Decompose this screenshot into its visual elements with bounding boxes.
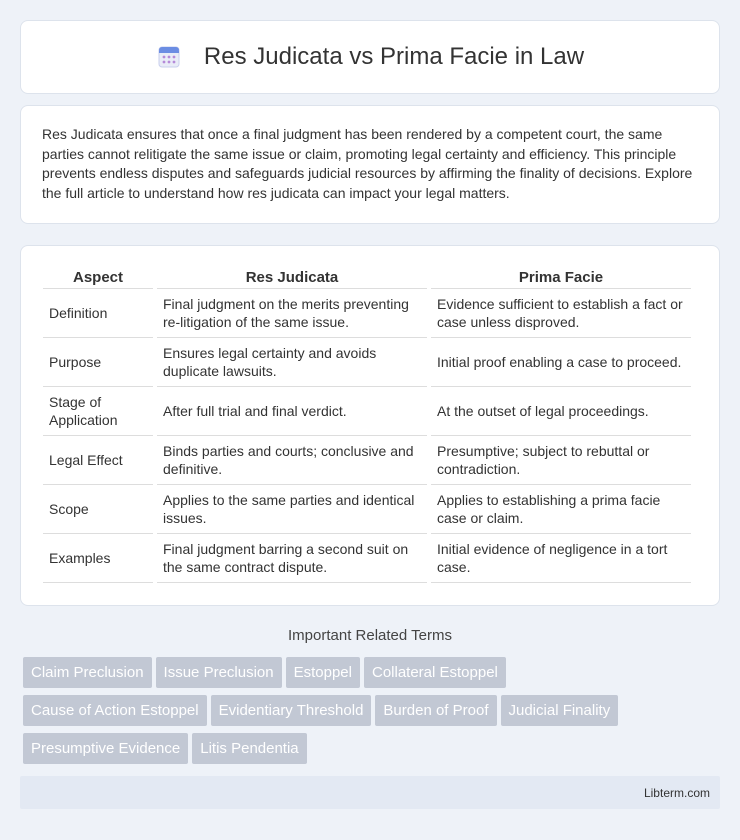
related-term-tag[interactable]: Issue Preclusion	[156, 657, 282, 688]
related-term-tag[interactable]: Judicial Finality	[501, 695, 619, 726]
comparison-table-card	[20, 245, 720, 606]
aspect-cell: Stage of Application	[43, 387, 153, 436]
prima-facie-cell: Evidence sufficient to establish a fact or case unless disproved.	[431, 289, 691, 338]
related-term-tag[interactable]: Claim Preclusion	[23, 657, 152, 688]
related-term-tag[interactable]: Cause of Action Estoppel	[23, 695, 207, 726]
prima-facie-cell: Applies to establishing a prima facie case or claim.	[431, 485, 691, 534]
aspect-cell: Definition	[43, 289, 153, 338]
res-judicata-cell: Ensures legal certainty and avoids duplicate lawsuits.	[157, 338, 427, 387]
intro-card	[20, 105, 720, 224]
aspect-cell: Legal Effect	[43, 436, 153, 485]
related-term-tag[interactable]: Collateral Estoppel	[364, 657, 506, 688]
table-row	[43, 485, 691, 534]
related-term-tag[interactable]: Burden of Proof	[375, 695, 496, 726]
prima-facie-cell: Initial proof enabling a case to proceed.	[431, 338, 691, 387]
calendar-icon	[156, 44, 182, 70]
table-row	[43, 338, 691, 387]
res-judicata-cell: Final judgment barring a second suit on the same contract dispute.	[157, 534, 427, 583]
prima-facie-cell: Presumptive; subject to rebuttal or contradiction.	[431, 436, 691, 485]
related-term-tag[interactable]: Litis Pendentia	[192, 733, 306, 764]
title-card	[20, 20, 720, 94]
aspect-cell: Scope	[43, 485, 153, 534]
related-term-tag[interactable]: Estoppel	[286, 657, 360, 688]
table-row	[43, 436, 691, 485]
prima-facie-cell: Initial evidence of negligence in a tort case.	[431, 534, 691, 583]
page-title: Res Judicata vs Prima Facie in Law	[203, 43, 585, 70]
related-term-tag[interactable]: Presumptive Evidence	[23, 733, 188, 764]
table-header-row	[43, 266, 691, 289]
footer	[20, 776, 720, 809]
table-row	[43, 289, 691, 338]
column-header: Prima Facie	[431, 266, 691, 289]
related-terms-heading: Important Related Terms	[288, 627, 452, 644]
table-row	[43, 387, 691, 436]
res-judicata-cell: After full trial and final verdict.	[157, 387, 427, 436]
related-term-tag[interactable]: Evidentiary Threshold	[211, 695, 372, 726]
footer-site-link[interactable]: Libterm.com	[643, 786, 710, 800]
comparison-table	[39, 266, 695, 583]
related-terms-list	[23, 657, 723, 771]
intro-text: Res Judicata ensures that once a final judgment has been rendered by a competent court, the same parties cannot relitigate the same issue or claim, promoting legal certainty and efficiency. This principle prevents endless disputes and safeguards judicial resources by affirming the finality of decisions. Explore the full article to understand how res judicata can impact your legal matters.	[42, 126, 693, 201]
res-judicata-cell: Binds parties and courts; conclusive and definitive.	[157, 436, 427, 485]
column-header: Res Judicata	[157, 266, 427, 289]
prima-facie-cell: At the outset of legal proceedings.	[431, 387, 691, 436]
aspect-cell: Purpose	[43, 338, 153, 387]
column-header: Aspect	[43, 266, 153, 289]
table-row	[43, 534, 691, 583]
res-judicata-cell: Final judgment on the merits preventing re-litigation of the same issue.	[157, 289, 427, 338]
aspect-cell: Examples	[43, 534, 153, 583]
res-judicata-cell: Applies to the same parties and identical issues.	[157, 485, 427, 534]
